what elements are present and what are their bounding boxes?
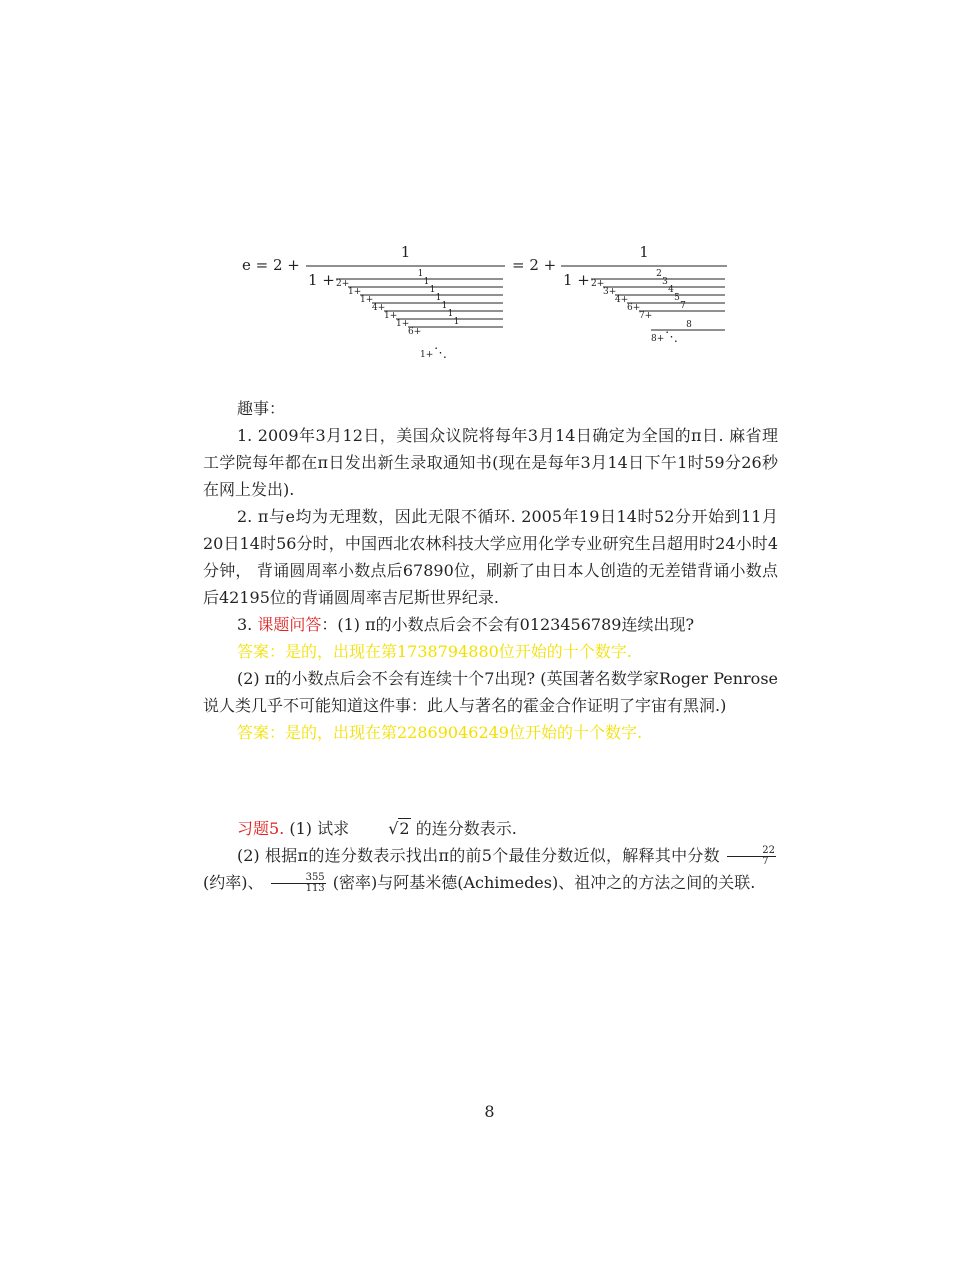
- left-cf-level-3-term: 4+: [372, 303, 386, 313]
- fraction-22-7: [727, 846, 776, 867]
- topic-qa-label: 课题问答: [257, 615, 322, 634]
- right-cf-top-numerator: 1: [639, 243, 649, 261]
- exercise-label: 习题5.: [237, 819, 285, 838]
- exercise-part-2-text: (2) 根据π的连分数表示找出π的前5个最佳分数近似，解释其中分数: [237, 846, 720, 865]
- middle-equals: = 2 +: [512, 256, 557, 274]
- sqrt-2: [354, 815, 410, 842]
- exercise-part-1-tail: 的连分数表示.: [410, 819, 517, 838]
- right-cf-level-3-term: 6+: [627, 303, 641, 313]
- left-cf-level-0-numerator: 1: [417, 269, 424, 279]
- exercise-part-1: [203, 815, 778, 842]
- left-cf-level-1-term: 1+: [348, 287, 362, 297]
- fact-3-question-1: ：(1) π的小数点后会不会有0123456789连续出现?: [321, 615, 695, 634]
- exercise-section: [203, 815, 778, 896]
- exercise-part-2-mid: (约率)、: [203, 873, 269, 892]
- continued-fraction-svg: [230, 238, 750, 378]
- sqrt-sign: √: [388, 819, 399, 838]
- left-cf-level-4-term: 1+: [384, 311, 398, 321]
- fact-3: [203, 611, 778, 638]
- fun-facts-section: [203, 395, 778, 746]
- fraction-numerator: 22: [727, 846, 776, 857]
- left-cf-top-numerator: 1: [400, 243, 411, 261]
- answer-1: 答案：是的，出现在第1738794880位开始的十个数字.: [237, 642, 632, 661]
- right-cf-level-3-numerator: 5: [674, 293, 680, 303]
- fact-2: 2. π与e均为无理数，因此无限不循环. 2005年19日14时52分开始到11月20日14时56分时，中国西北农林科技大学应用化学专业研究生吕超用时24小时4分钟， 背诵圆周率小数点后67890位，刷新了由日本人创造的无差错背诵小数点后42195位的背诵圆周率吉尼斯世界纪录.: [203, 507, 778, 607]
- answer-2: 答案：是的，出现在第22869046249位开始的十个数字.: [237, 723, 643, 742]
- exercise-part-2: [203, 842, 778, 896]
- right-cf-level-0-term: 2+: [591, 279, 605, 289]
- left-cf-level-2-numerator: 1: [429, 285, 436, 295]
- right-cf-level-5-term: 8+: [651, 334, 665, 344]
- left-cf-level-1-numerator: 1: [423, 277, 430, 287]
- continued-fraction-formula: [230, 238, 750, 378]
- left-cf-level-5-term: 1+: [396, 319, 410, 329]
- left-cf-ellipsis: ⋱: [434, 346, 447, 361]
- lhs-equals: e = 2 +: [242, 256, 300, 274]
- fraction-denominator: 113: [305, 883, 325, 894]
- right-cf-level-4-term: 7+: [639, 311, 653, 321]
- exercise-part-1-text: (1) 试求: [289, 819, 355, 838]
- left-cf-level-5-numerator: 1: [447, 309, 454, 319]
- right-cf-level-2-numerator: 4: [668, 285, 674, 295]
- right-cf-ellipsis: ⋱: [665, 330, 678, 345]
- right-cf-level-2-term: 4+: [615, 295, 629, 305]
- left-cf-level-2-term: 1+: [360, 295, 374, 305]
- right-cf-level-5-numerator: 8: [686, 320, 692, 330]
- exercise-part-2-tail: (密率)与阿基米德(Achimedes)、祖冲之的方法之间的关联.: [327, 873, 756, 892]
- fun-facts-heading: 趣事：: [237, 399, 286, 418]
- left-cf-level-3-numerator: 1: [435, 293, 442, 303]
- left-cf-head-term: 1 +: [308, 271, 335, 289]
- fact-3-number: 3.: [237, 615, 258, 634]
- right-cf-level-0-numerator: 2: [656, 269, 662, 279]
- question-2: (2) π的小数点后会不会有连续十个7出现? (英国著名数学家Roger Penrose说人类几乎不可能知道这件事：此人与著名的霍金合作证明了宇宙有黑洞.): [203, 669, 778, 715]
- fraction-numerator: 355: [271, 873, 326, 884]
- left-cf-level-4-numerator: 1: [441, 301, 448, 311]
- right-cf-level-1-term: 3+: [603, 287, 617, 297]
- fraction-355-113: [271, 873, 326, 894]
- left-cf-level-6-term: 6+: [408, 327, 422, 337]
- fact-1: 1. 2009年3月12日，美国众议院将每年3月14日确定为全国的π日. 麻省理工学院每年都在π日发出新生录取通知书(现在是每年3月14日下午1时59分26秒在网上发出).: [203, 426, 778, 499]
- right-cf-level-1-numerator: 3: [662, 277, 668, 287]
- left-cf-level-7-term: 1+: [420, 350, 434, 360]
- right-cf-level-4-numerator: 7: [680, 301, 686, 311]
- page-number: 8: [484, 1102, 495, 1121]
- fraction-denominator: 7: [762, 856, 769, 867]
- sqrt-radicand: 2: [399, 819, 410, 838]
- left-cf-level-0-term: 2+: [336, 279, 350, 289]
- left-cf-level-6-numerator: 1: [453, 317, 460, 327]
- right-cf-head-term: 1 +: [563, 271, 590, 289]
